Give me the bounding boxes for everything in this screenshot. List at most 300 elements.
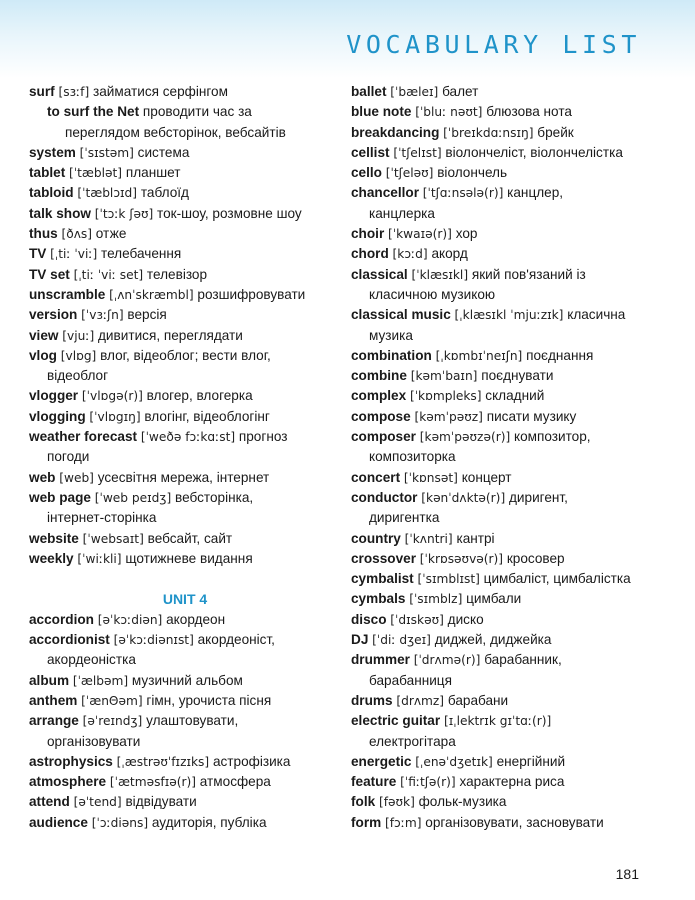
- entries-left-top: [29, 82, 341, 569]
- translation-continued: класичною музикою: [369, 286, 496, 302]
- entry-line: [29, 224, 341, 244]
- translation: поєднувати: [481, 368, 554, 384]
- transcription: [ˈtæblət]: [69, 166, 123, 181]
- entry-line: [351, 711, 667, 731]
- translation-continued: канцлерка: [369, 205, 435, 221]
- translation: хор: [455, 226, 478, 242]
- entry-line: [29, 792, 341, 812]
- entry-line: [351, 102, 667, 122]
- transcription: [drʌmz]: [396, 693, 445, 708]
- entry-line: [29, 265, 341, 285]
- vocab-entry: [29, 691, 341, 711]
- transcription: [ɪˌlektrɪk gɪˈtɑː(r)]: [443, 714, 552, 729]
- translation: писати музику: [486, 408, 577, 424]
- vocab-entry: [29, 772, 341, 792]
- transcription: [ˈɔːdiəns]: [91, 815, 149, 830]
- vocab-entry: [351, 183, 667, 224]
- transcription: [ˈdrʌmə(r)]: [413, 653, 481, 668]
- vocab-entry: [29, 285, 341, 305]
- vocab-entry: [351, 752, 667, 772]
- entry-line: [351, 305, 667, 325]
- entry-line: [351, 386, 667, 406]
- headword: system: [29, 144, 76, 160]
- headword: concert: [351, 469, 401, 485]
- headword: drums: [351, 692, 393, 708]
- transcription: [kəmˈbaɪn]: [410, 369, 478, 384]
- vocab-entry: [29, 204, 341, 224]
- vocab-entry: [351, 549, 667, 569]
- translation: система: [137, 144, 190, 160]
- vocab-entry: [29, 427, 341, 468]
- headword: web: [29, 469, 56, 485]
- translation: який пов'язаний із: [471, 266, 586, 282]
- vocab-entry: [351, 163, 667, 183]
- entry-line: [29, 549, 341, 569]
- translation: вебсторінка,: [175, 489, 254, 505]
- transcription: [ˈtæblɔɪd]: [77, 186, 138, 201]
- translation: енергійний: [496, 753, 566, 769]
- vocab-entry: [29, 244, 341, 264]
- entry-line: [29, 468, 341, 488]
- headword: surf: [29, 84, 55, 99]
- headword: TV set: [29, 266, 70, 282]
- headword: compose: [351, 408, 411, 424]
- vocab-entry: [29, 711, 341, 752]
- transcription: [əˈreɪndʒ]: [82, 714, 143, 729]
- headword: crossover: [351, 550, 416, 566]
- headword: composer: [351, 429, 416, 445]
- entry-line: [351, 610, 667, 630]
- headword: drummer: [351, 652, 410, 668]
- transcription: [sɜːf]: [58, 85, 90, 99]
- vocab-entry: [29, 671, 341, 691]
- vocab-entry: [29, 102, 341, 143]
- headword: classical music: [351, 307, 451, 323]
- transcription: [ˈælbəm]: [72, 673, 129, 688]
- translation: планшет: [125, 165, 181, 181]
- vocab-entry: [29, 407, 341, 427]
- translation-continued: акордеоністка: [47, 652, 136, 668]
- vocab-entry: [351, 589, 667, 609]
- headword: view: [29, 327, 59, 343]
- vocab-entry: [29, 468, 341, 488]
- headword: talk show: [29, 205, 91, 221]
- vocab-entry: [29, 549, 341, 569]
- entry-line: [351, 244, 667, 264]
- entry-line: [29, 671, 341, 691]
- translation: акордеоніст,: [197, 632, 275, 648]
- entry-line: [29, 163, 341, 183]
- transcription: [fɔːm]: [385, 815, 422, 830]
- entry-line: [351, 589, 667, 609]
- translation-continued: організовувати: [47, 733, 141, 749]
- entry-line: [351, 772, 667, 792]
- vocab-entry: [29, 163, 341, 183]
- entry-line: [29, 386, 341, 406]
- entry-line: [29, 711, 341, 731]
- vocab-entry: [351, 630, 667, 650]
- translation-continued: композиторка: [369, 449, 456, 465]
- entry-line: [351, 427, 667, 447]
- page-number: 181: [615, 866, 639, 882]
- headword: combination: [351, 347, 432, 363]
- translation: улаштовувати,: [146, 713, 239, 729]
- entry-line: [29, 326, 341, 346]
- headword: audience: [29, 814, 88, 830]
- headword: country: [351, 530, 401, 546]
- headword: vlogging: [29, 408, 86, 424]
- entry-line: [29, 630, 341, 650]
- headword: classical: [351, 266, 408, 282]
- entry-line: [29, 183, 341, 203]
- headword: weather forecast: [29, 429, 138, 445]
- entry-line: [29, 488, 341, 508]
- translation: брейк: [537, 124, 574, 140]
- vocab-entry: [351, 102, 667, 122]
- vocab-entry: [351, 711, 667, 752]
- entry-line: [351, 82, 667, 102]
- translation: барабанник,: [484, 652, 562, 668]
- transcription: [ˈbluː nəʊt]: [415, 105, 483, 120]
- entries-right: [351, 82, 667, 833]
- translation: щотижневе видання: [125, 550, 253, 566]
- headword: blue note: [351, 104, 412, 120]
- entry-line: [29, 752, 341, 772]
- translation: кросовер: [506, 550, 565, 566]
- translation: барабани: [447, 692, 509, 708]
- headword: chord: [351, 246, 389, 262]
- translation: прогноз: [238, 429, 288, 445]
- entry-line: [351, 752, 667, 772]
- transcription: [ˈvlɒgə(r)]: [81, 389, 143, 404]
- transcription: [kɔːd]: [392, 247, 428, 262]
- translation: дивитися, переглядати: [98, 327, 243, 343]
- translation: диригент,: [508, 489, 568, 505]
- transcription: [vjuː]: [62, 328, 95, 343]
- translation: відвідувати: [125, 794, 197, 810]
- translation: блюзова нота: [486, 104, 572, 120]
- translation: таблоїд: [140, 185, 189, 201]
- translation: канцлер,: [507, 185, 564, 201]
- translation-continued: інтернет-сторінка: [47, 510, 157, 526]
- transcription: [ˈfiːtʃə(r)]: [400, 775, 456, 790]
- entry-line: [351, 813, 667, 833]
- entry-line: [351, 549, 667, 569]
- transcription: [ˈwiːkli]: [77, 551, 122, 566]
- entry-line: [29, 772, 341, 792]
- transcription: [ˈbreɪkdɑːnsɪŋ]: [443, 125, 534, 140]
- vocab-entry: [351, 224, 667, 244]
- entry-line: [29, 813, 341, 833]
- entry-line: [29, 610, 341, 630]
- entry-line: [351, 265, 667, 285]
- translation: концерт: [461, 469, 512, 485]
- page-title: VOCABULARY LIST: [346, 30, 641, 59]
- transcription: [kənˈdʌktə(r)]: [421, 490, 506, 505]
- vocab-entry: [29, 488, 341, 529]
- vocab-entry: [351, 691, 667, 711]
- vocab-entry: [29, 305, 341, 325]
- transcription: [ˈvlɒgɪŋ]: [89, 409, 141, 424]
- translation: версія: [127, 307, 167, 323]
- vocab-entry: [351, 427, 667, 468]
- vocab-entry: [351, 123, 667, 143]
- vocab-entry: [29, 224, 341, 244]
- headword: atmosphere: [29, 774, 107, 790]
- headword: album: [29, 672, 70, 688]
- vocab-entry: [29, 346, 341, 387]
- translation: віолончель: [437, 165, 508, 181]
- entry-line: [29, 285, 341, 305]
- translation: влогер, влогерка: [146, 388, 253, 404]
- entry-line: [351, 346, 667, 366]
- transcription: [ˈkrɒsəʊvə(r)]: [419, 551, 504, 566]
- translation: композитор,: [514, 429, 591, 445]
- headword: ballet: [351, 84, 387, 99]
- translation: проводити час за: [142, 104, 252, 120]
- transcription: [ˈsɪstəm]: [79, 145, 134, 160]
- translation: отже: [95, 226, 127, 242]
- transcription: [ˌtiː ˈviː set]: [73, 267, 144, 282]
- translation: усесвітня мережа, інтернет: [97, 469, 270, 485]
- headword: cymbals: [351, 591, 406, 607]
- vocab-entry: [29, 813, 341, 833]
- translation: влог, відеоблог; вести влог,: [100, 347, 271, 363]
- headword: DJ: [351, 632, 369, 648]
- entry-line: [351, 650, 667, 670]
- translation-continued: музика: [369, 327, 413, 343]
- entry-line: [351, 407, 667, 427]
- entry-line: [351, 183, 667, 203]
- headword: combine: [351, 368, 407, 384]
- translation: гімн, урочиста пісня: [146, 692, 272, 708]
- transcription: [əˈtend]: [73, 795, 122, 810]
- headword: chancellor: [351, 185, 419, 201]
- translation-continued: погоди: [47, 449, 90, 465]
- entry-line: [29, 204, 341, 224]
- entry-line: [29, 346, 341, 366]
- transcription: [ˌklæsɪkl ˈmjuːzɪk]: [454, 308, 564, 323]
- entries-left-bottom: [29, 610, 341, 833]
- vocab-entry: [29, 143, 341, 163]
- transcription: [ˌæstrəʊˈfɪzɪks]: [116, 754, 210, 769]
- entry-line: [29, 143, 341, 163]
- headword: cello: [351, 165, 382, 181]
- translation: кантрі: [456, 530, 495, 546]
- entry-line: [29, 407, 341, 427]
- vocab-entry: [351, 468, 667, 488]
- vocab-entry: [351, 488, 667, 529]
- headword: breakdancing: [351, 124, 440, 140]
- transcription: [ˈsɪmblz]: [409, 592, 463, 607]
- vocab-entry: [351, 610, 667, 630]
- vocab-entry: [351, 305, 667, 346]
- translation: атмосфера: [199, 774, 271, 790]
- translation: диско: [447, 611, 484, 627]
- translation: займатися серфінгом: [93, 84, 228, 99]
- transcription: [ðʌs]: [61, 227, 93, 242]
- vocab-entry: [351, 244, 667, 264]
- transcription: [ˈtʃeləʊ]: [385, 166, 434, 181]
- entry-line: [351, 630, 667, 650]
- translation: поєднання: [526, 347, 594, 363]
- translation: акорд: [431, 246, 468, 262]
- left-column: [29, 82, 341, 833]
- headword: complex: [351, 388, 407, 404]
- translation: акордеон: [166, 611, 226, 627]
- translation: телебачення: [101, 246, 182, 262]
- vocab-entry: [351, 650, 667, 691]
- translation-continued: відеоблог: [47, 368, 109, 384]
- entry-line: [47, 102, 341, 122]
- headword: TV: [29, 246, 47, 262]
- transcription: [kəmˈpəʊz]: [414, 409, 483, 424]
- transcription: [ˈkʌntri]: [404, 531, 453, 546]
- transcription: [əˈkɔːdiən]: [97, 612, 163, 627]
- entry-line: [351, 691, 667, 711]
- translation: цимбали: [466, 591, 522, 607]
- translation: влогінг, відеоблогінг: [144, 408, 270, 424]
- translation: класична: [567, 307, 626, 323]
- translation: характерна риса: [459, 774, 565, 790]
- vocab-entry: [351, 143, 667, 163]
- transcription: [ˈbæleɪ]: [390, 85, 439, 99]
- entry-line: [351, 163, 667, 183]
- transcription: [kəmˈpəʊzə(r)]: [419, 430, 511, 445]
- transcription: [əˈkɔːdiənɪst]: [113, 633, 194, 648]
- headword: tablet: [29, 165, 66, 181]
- transcription: [ˈtʃelɪst]: [393, 145, 442, 160]
- headword: version: [29, 307, 78, 323]
- transcription: [ˈweb peɪdʒ]: [94, 490, 172, 505]
- vocab-entry: [351, 265, 667, 306]
- headword: thus: [29, 226, 58, 242]
- headword: form: [351, 814, 382, 830]
- headword: energetic: [351, 753, 412, 769]
- vocab-entry: [351, 386, 667, 406]
- vocab-entry: [351, 569, 667, 589]
- translation-continued: барабанниця: [369, 672, 452, 688]
- transcription: [ˈklæsɪkl]: [411, 267, 469, 282]
- translation: вебсайт, сайт: [147, 530, 233, 546]
- vocab-entry: [351, 529, 667, 549]
- headword: vlog: [29, 347, 57, 363]
- translation: цимбаліст, цимбалістка: [483, 571, 631, 587]
- entry-line: [29, 305, 341, 325]
- headword: feature: [351, 774, 397, 790]
- headword: web page: [29, 489, 91, 505]
- vocab-entry: [29, 610, 341, 630]
- entry-line: [351, 569, 667, 589]
- transcription: [ˈænΘəm]: [81, 693, 143, 708]
- vocab-entry: [29, 386, 341, 406]
- vocab-entry: [29, 265, 341, 285]
- entry-line: [29, 427, 341, 447]
- translation: розшифровувати: [197, 286, 306, 302]
- headword: cymbalist: [351, 571, 414, 587]
- headword: weekly: [29, 550, 74, 566]
- entry-line: [351, 468, 667, 488]
- transcription: [ˈkɒnsət]: [403, 470, 458, 485]
- vocab-entry: [351, 407, 667, 427]
- translation: фольк-музика: [418, 794, 507, 810]
- vocab-entry: [29, 752, 341, 772]
- vocab-entry: [29, 792, 341, 812]
- headword: vlogger: [29, 388, 79, 404]
- headword: tabloid: [29, 185, 74, 201]
- entry-line: [351, 143, 667, 163]
- translation: аудиторія, публіка: [151, 814, 267, 830]
- transcription: [ˌtiː ˈviː]: [50, 247, 98, 262]
- headword: astrophysics: [29, 753, 113, 769]
- translation: диджей, диджейка: [434, 632, 552, 648]
- translation: організовувати, засновувати: [425, 814, 604, 830]
- headword: folk: [351, 794, 376, 810]
- translation-continued: диригентка: [369, 510, 440, 526]
- translation: балет: [442, 84, 479, 99]
- vocab-entry: [351, 366, 667, 386]
- entry-line: [351, 488, 667, 508]
- transcription: [ˈdɪskəʊ]: [390, 612, 444, 627]
- transcription: [ˈkɒmpleks]: [409, 389, 482, 404]
- headword: to surf the Net: [47, 104, 140, 120]
- transcription: [ˌkɒmbɪˈneɪʃn]: [435, 348, 523, 363]
- transcription: [ˈkwaɪə(r)]: [388, 227, 452, 242]
- transcription: [ˈætməsfɪə(r)]: [109, 775, 197, 790]
- headword: website: [29, 530, 79, 546]
- entry-line: [351, 792, 667, 812]
- transcription: [vlɒg]: [60, 348, 97, 363]
- translation: музичний альбом: [131, 672, 243, 688]
- headword: cellist: [351, 144, 390, 160]
- headword: anthem: [29, 692, 78, 708]
- translation: складний: [485, 388, 545, 404]
- vocab-entry: [351, 813, 667, 833]
- headword: choir: [351, 226, 385, 242]
- vocab-entry: [29, 326, 341, 346]
- transcription: [ˌenəˈdʒetɪk]: [415, 754, 493, 769]
- entry-line: [351, 366, 667, 386]
- headword: electric guitar: [351, 713, 441, 729]
- right-column: [351, 82, 667, 833]
- transcription: [ˈsɪmblɪst]: [417, 572, 480, 587]
- vocab-entry: [351, 792, 667, 812]
- transcription: [ˌʌnˈskræmbl]: [109, 287, 194, 302]
- transcription: [ˈvɜːʃn]: [81, 308, 124, 323]
- headword: conductor: [351, 489, 418, 505]
- headword: accordion: [29, 611, 94, 627]
- headword: accordionist: [29, 632, 110, 648]
- entry-line: [351, 529, 667, 549]
- entry-line: [29, 529, 341, 549]
- entry-line: [351, 123, 667, 143]
- entry-line: [351, 224, 667, 244]
- transcription: [ˈwebsaɪt]: [82, 531, 144, 546]
- headword: disco: [351, 611, 387, 627]
- vocab-entry: [351, 82, 667, 102]
- entry-line: [29, 244, 341, 264]
- transcription: [ˈweðə fɔːkɑːst]: [140, 430, 236, 445]
- translation-continued: переглядом вебсторінок, вебсайтів: [65, 124, 286, 140]
- vocab-entry: [351, 346, 667, 366]
- transcription: [ˈtɔːk ʃəʊ]: [94, 206, 154, 221]
- translation-continued: електрогітара: [369, 733, 456, 749]
- entry-line: [29, 691, 341, 711]
- vocab-entry: [351, 772, 667, 792]
- vocab-entry: [29, 529, 341, 549]
- headword: attend: [29, 794, 70, 810]
- transcription: [ˈtʃɑːnsələ(r)]: [422, 186, 504, 201]
